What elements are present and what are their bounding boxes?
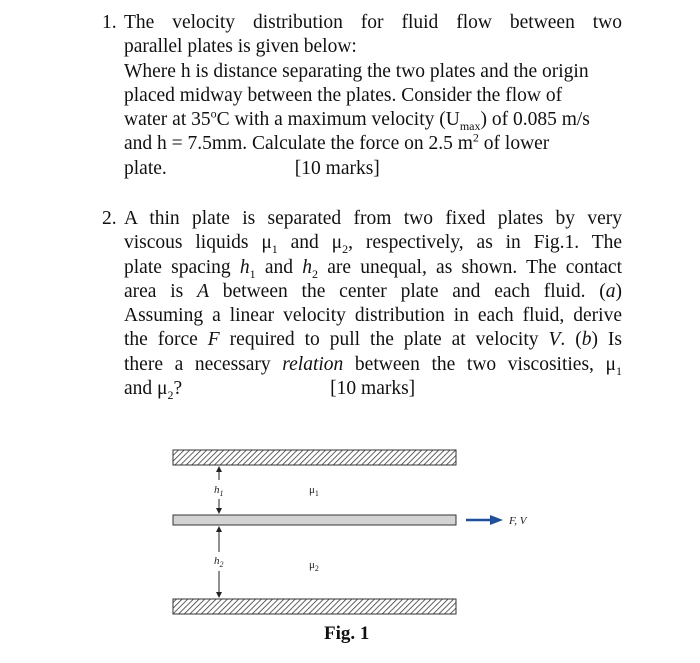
q2-line-8: and $\mu_2$? [10 marks] <box>124 378 416 402</box>
center-moving-plate <box>173 515 456 525</box>
mu2-label: $\mu_2$ <box>309 559 319 573</box>
figure-caption: Fig. 1 <box>324 623 370 644</box>
top-fixed-plate <box>173 450 456 465</box>
q1-line-1: The velocity distribution for fluid flow between two <box>124 12 622 33</box>
h1-label: $h_1$ <box>214 484 224 498</box>
q1-line-4: placed midway between the plates. Consider the flow of <box>124 84 563 106</box>
q2-line-1: A thin plate is separated from two fixed plates by very <box>124 208 622 229</box>
q2-line-7: there a necessary relation between the two viscosities, $\mu_1$ <box>124 353 622 378</box>
question-2-number: 2. <box>102 208 117 229</box>
q1-line-6: and h = 7.5mm. Calculate the force on 2.5 $m^2$ of lower <box>124 130 550 155</box>
q2-marks: [10 marks] <box>330 378 416 400</box>
mu1-label: $\mu_1$ <box>309 484 319 498</box>
force-arrow-head <box>490 515 503 525</box>
q1-line-3: Where h is distance separating the two plates and the origin <box>124 60 589 82</box>
q2-line-4: area is A between the center plate and each fluid. (a) <box>124 280 622 302</box>
q1-marks: [10 marks] <box>294 157 380 179</box>
h2-label: $h_2$ <box>214 555 224 569</box>
q1-line-2: parallel plates is given below: <box>124 36 357 58</box>
q2-line-6: the force F required to pull the plate at velocity V. (b) Is <box>124 329 623 351</box>
q1-line-7: plate. [10 marks] <box>102 157 622 181</box>
q2-line-2: viscous liquids $\mu_1$ and $\mu_2$, respectively, as in Fig.1. The <box>124 232 623 257</box>
force-velocity-label: F, V <box>509 515 527 527</box>
q2-line-3: plate spacing $h_1$ and $h_2$ are unequal, as shown. The contact <box>124 256 623 281</box>
question-1-number: 1. <box>102 12 117 33</box>
q1-line-5: water at 35$^o$C with a maximum velocity $(U_{max})$ of 0.085 m/s <box>124 106 590 134</box>
q2-line-5: Assuming a linear velocity distribution in each fluid, derive <box>124 305 622 327</box>
bottom-fixed-plate <box>173 599 456 614</box>
